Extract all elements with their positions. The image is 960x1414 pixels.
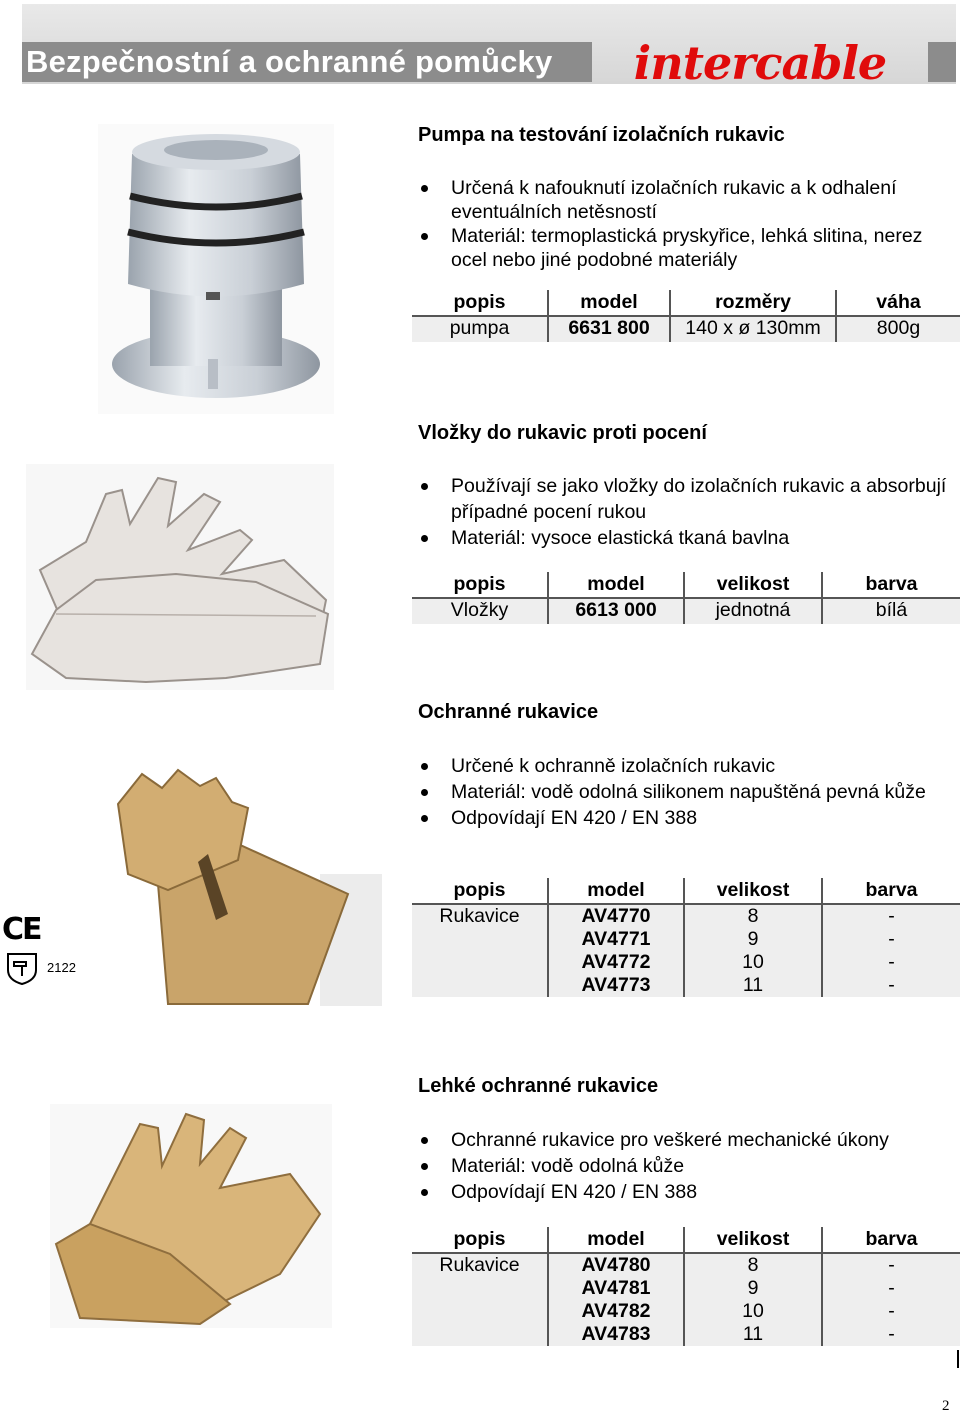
column-header: model	[548, 1227, 684, 1253]
ce-mark: CE	[2, 912, 41, 947]
light-gloves-photo	[50, 1104, 332, 1328]
table-cell	[548, 904, 684, 997]
list-item: Odpovídají EN 420 / EN 388	[418, 805, 958, 831]
table-cell: Vložky	[412, 598, 548, 624]
column-header: barva	[822, 878, 960, 904]
table-cell: 6613 000	[548, 598, 684, 624]
column-header: velikost	[684, 572, 822, 598]
bullet-list	[418, 1127, 958, 1205]
table-cell	[822, 1253, 960, 1346]
table-header-row	[412, 572, 960, 598]
model-value: AV4780	[581, 1254, 651, 1276]
table-cell: bílá	[822, 598, 960, 624]
color-value: -	[888, 1277, 895, 1299]
list-item: Materiál: vysoce elastická tkaná bavlna	[418, 525, 958, 551]
section-title: Ochranné rukavice	[418, 701, 599, 723]
column-header: barva	[822, 1227, 960, 1253]
table-cell: pumpa	[412, 316, 548, 342]
glove-liners-photo	[26, 464, 334, 690]
column-header: barva	[822, 572, 960, 598]
size-value: 9	[747, 1277, 759, 1299]
list-item: Materiál: vodě odolná silikonem napuštěná pevná kůže	[418, 779, 958, 805]
column-header: model	[548, 290, 670, 316]
hammer-shield-icon	[4, 950, 40, 986]
table-cell	[684, 1253, 822, 1346]
table-cell	[548, 1253, 684, 1346]
pump-photo	[98, 124, 334, 414]
color-value: -	[888, 905, 895, 927]
table-cell: Rukavice	[412, 904, 548, 997]
list-item: Ochranné rukavice pro veškeré mechanické úkony	[418, 1127, 958, 1153]
intercable-logo	[592, 38, 928, 88]
column-header: velikost	[684, 878, 822, 904]
size-value: 9	[747, 928, 759, 950]
list-item: Určená k nafouknutí izolačních rukavic a k odhalení eventuálních netěsností	[418, 176, 958, 224]
color-value: -	[888, 951, 895, 973]
table-row	[412, 1253, 960, 1346]
table-cell	[822, 904, 960, 997]
table-header-row	[412, 290, 960, 316]
list-item: Používají se jako vložky do izolačních rukavic a absorbují případné pocení rukou	[418, 473, 958, 525]
table-cell: jednotná	[684, 598, 822, 624]
page-title: Bezpečnostní a ochranné pomůcky	[26, 44, 553, 79]
section-title: Pumpa na testování izolačních rukavic	[418, 124, 785, 146]
list-item: Materiál: vodě odolná kůže	[418, 1153, 958, 1179]
column-header: popis	[412, 878, 548, 904]
model-value: AV4772	[581, 951, 651, 973]
color-value: -	[888, 928, 895, 950]
table-cell: 140 x ø 130mm	[670, 316, 836, 342]
bullet-list	[418, 753, 958, 831]
table-cell: Rukavice	[412, 1253, 548, 1346]
list-item: Určené k ochranně izolačních rukavic	[418, 753, 958, 779]
size-value: 8	[747, 905, 759, 927]
column-header: popis	[412, 290, 548, 316]
section-title: Lehké ochranné rukavice	[418, 1075, 659, 1097]
protective-glove-photo	[98, 764, 382, 1006]
color-value: -	[888, 1254, 895, 1276]
model-value: AV4781	[581, 1277, 651, 1299]
certification-number: 2122	[47, 960, 76, 975]
column-header: váha	[836, 290, 960, 316]
table-row	[412, 598, 960, 624]
size-value: 8	[747, 1254, 759, 1276]
column-header: velikost	[684, 1227, 822, 1253]
table-header-row	[412, 878, 960, 904]
header-right-strip	[928, 42, 956, 82]
spec-table-light-gloves	[412, 1227, 960, 1346]
bullet-list	[418, 473, 958, 551]
size-value: 11	[742, 974, 764, 996]
section-title: Vložky do rukavic proti pocení	[418, 422, 707, 444]
logo-text: intercable	[633, 36, 887, 90]
margin-mark	[957, 1350, 959, 1368]
spec-table-protective-gloves	[412, 878, 960, 997]
color-value: -	[888, 974, 895, 996]
model-value: AV4783	[581, 1323, 651, 1345]
page-number: 2	[942, 1398, 950, 1414]
table-row	[412, 316, 960, 342]
size-value: 10	[742, 951, 764, 973]
table-cell: 6631 800	[548, 316, 670, 342]
size-value: 11	[742, 1323, 764, 1345]
column-header: popis	[412, 1227, 548, 1253]
column-header: rozměry	[670, 290, 836, 316]
table-cell: 800g	[836, 316, 960, 342]
column-header: popis	[412, 572, 548, 598]
column-header: model	[548, 878, 684, 904]
list-item: Materiál: termoplastická pryskyřice, lehká slitina, nerez ocel nebo jiné podobné materiály	[418, 224, 958, 272]
bullet-list	[418, 176, 958, 272]
model-value: AV4770	[581, 905, 651, 927]
color-value: -	[888, 1300, 895, 1322]
list-item: Odpovídají EN 420 / EN 388	[418, 1179, 958, 1205]
color-value: -	[888, 1323, 895, 1345]
size-value: 10	[742, 1300, 764, 1322]
model-value: AV4773	[581, 974, 651, 996]
table-cell	[684, 904, 822, 997]
model-value: AV4771	[581, 928, 651, 950]
spec-table-liners	[412, 572, 960, 624]
table-row	[412, 904, 960, 997]
spec-table-pump	[412, 290, 960, 342]
table-header-row	[412, 1227, 960, 1253]
column-header: model	[548, 572, 684, 598]
model-value: AV4782	[581, 1300, 651, 1322]
